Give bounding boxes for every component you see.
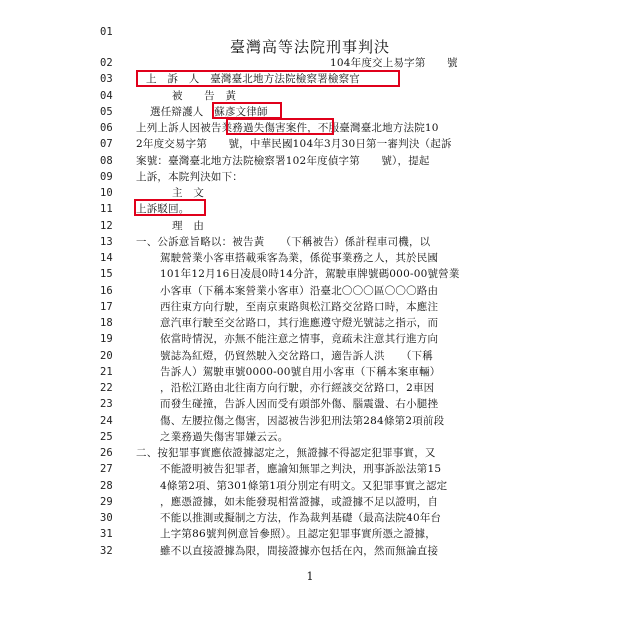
text-line: 二、按犯罪事實應依證據認定之，無證據不得認定犯罪事實，又 [136, 447, 436, 459]
text-line: 選任辯護人 蘇彥文律師 [150, 105, 268, 118]
text-line: 上列上訴人因被告業務過失傷害案件，不服臺灣臺北地方法院10 [136, 122, 439, 134]
text-line: 雖不以直接證據為限，間接證據亦包括在內，然而無論直接 [160, 544, 439, 557]
text-line: 主 文 [172, 187, 205, 199]
line-number: 03 [100, 73, 113, 86]
text-line: 之業務過失傷害罪嫌云云。 [160, 430, 289, 443]
line-number: 29 [100, 495, 113, 508]
text-line: 意汽車行駛至交岔路口，其行進應遵守燈光號誌之指示，而 [160, 317, 439, 329]
text-line: 上訴駁回。 [136, 203, 190, 216]
line-number: 24 [100, 414, 113, 427]
line-number: 31 [100, 528, 113, 541]
line-number: 32 [100, 544, 113, 557]
text-line: ，沿松江路由北往南方向行駛，亦行經該交岔路口，2車因 [160, 382, 435, 394]
page-title: 臺灣高等法院刑事判決 [229, 38, 390, 56]
text-line: 2年度交易字第 號，中華民國104年3月30日第一審判決（起訴 [136, 138, 452, 151]
line-number: 10 [100, 187, 113, 199]
text-line: 上 訴 人 臺灣臺北地方法院檢察署檢察官 [146, 73, 360, 86]
line-number: 11 [100, 203, 113, 216]
line-number: 12 [100, 219, 113, 232]
line-number: 14 [100, 252, 113, 264]
text-line: 小客車（下稱本案營業小客車）沿臺北〇〇〇區〇〇〇路由 [160, 284, 439, 297]
line-number: 25 [100, 430, 113, 443]
text-line: 傷、左腰拉傷之傷害，因認被告涉犯刑法第284條第2項前段 [160, 414, 445, 427]
line-number: 23 [100, 398, 113, 411]
line-number: 18 [100, 317, 113, 329]
line-number: 21 [100, 365, 113, 378]
text-line: 駕駛營業小客車搭載乘客為業，係從事業務之人，其於民國 [160, 252, 439, 264]
text-line: 案號：臺灣臺北地方法院檢察署102年度偵字第 號），提起 [136, 154, 430, 167]
line-number: 27 [100, 463, 113, 476]
text-line: 不能證明被告犯罪者，應諭知無罪之判決，刑事訴訟法第15 [160, 463, 442, 476]
text-line: 不能以推測或擬制之方法，作為裁判基礎（最高法院40年台 [160, 512, 442, 524]
page-number: 1 [306, 570, 314, 583]
text-line: 4條第2項、第301條第1項分別定有明文。又犯罪事實之認定 [160, 479, 448, 492]
line-number: 16 [100, 284, 113, 297]
line-number: 28 [100, 479, 113, 492]
line-number: 04 [100, 89, 113, 102]
text-line: 西往東方向行駛，至南京東路與松江路交岔路口時，本應注 [160, 300, 439, 313]
line-number: 19 [100, 333, 113, 346]
text-line: ，應憑證據，如未能發現相當證據，或證據不足以證明，自 [160, 495, 439, 508]
text-line: 104年度交上易字第 號 [330, 57, 458, 69]
line-number: 13 [100, 235, 113, 248]
line-number: 20 [100, 349, 113, 362]
line-number: 07 [100, 138, 113, 151]
text-line: 依當時情況，亦無不能注意之情事，竟疏未注意其行進方向 [160, 333, 439, 346]
line-number: 26 [100, 447, 113, 459]
line-number: 06 [100, 122, 113, 134]
text-line: 被 告 黃 [172, 89, 237, 102]
doc-number: 01 [100, 26, 113, 38]
text-line: 一、公訴意旨略以：被告黃 （下稱被告）係計程車司機，以 [136, 235, 431, 248]
line-number: 02 [100, 57, 113, 69]
text-line: 上訴，本院判決如下： [136, 170, 243, 183]
line-number: 05 [100, 105, 113, 118]
line-number: 30 [100, 512, 113, 524]
text-line: 上字第86號判例意旨參照）。且認定犯罪事實所憑之證據， [160, 528, 437, 541]
line-number: 22 [100, 382, 113, 394]
text-line: 理 由 [172, 219, 205, 232]
text-line: 而發生碰撞，告訴人因而受有頭部外傷、腦震盪、右小腿挫 [160, 398, 439, 411]
text-line: 告訴人）駕駛車號0000-00號自用小客車（下稱本案車輛） [160, 365, 441, 378]
line-number: 15 [100, 268, 113, 281]
text-line: 號誌為紅燈，仍貿然駛入交岔路口，適告訴人洪 （下稱 [160, 349, 433, 362]
line-number: 08 [100, 154, 113, 167]
line-number: 17 [100, 300, 113, 313]
line-number: 09 [100, 170, 113, 183]
text-line: 101年12月16日凌晨0時14分許，駕駛車牌號碼000-00號營業 [160, 268, 460, 281]
